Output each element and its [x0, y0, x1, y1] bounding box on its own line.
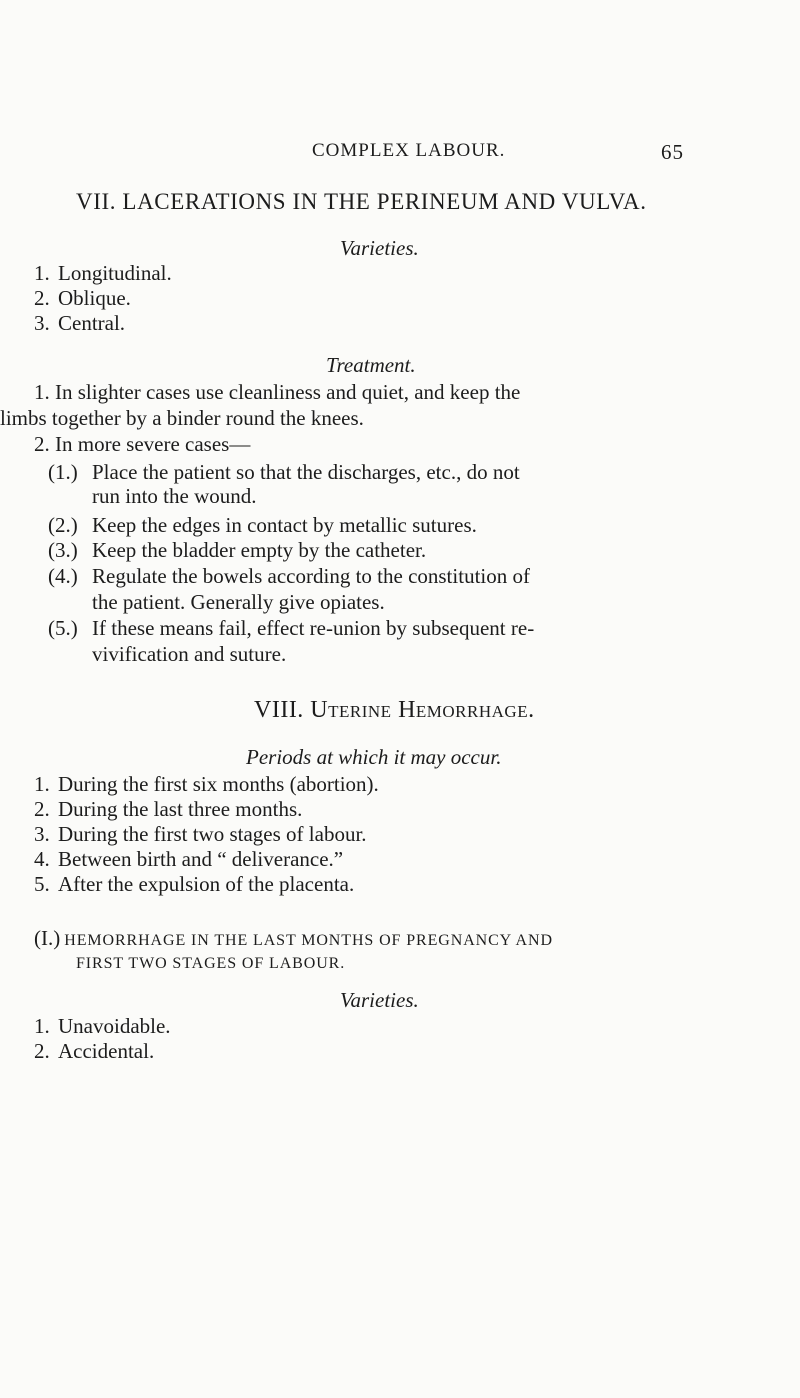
period-item: 3. During the first two stages of labour. — [34, 822, 367, 846]
treatment-item-1-cont: limbs together by a binder round the knees. — [0, 406, 364, 430]
sub-item: (4.) Regulate the bowels according to the constitution of — [48, 564, 530, 588]
sub-item: (3.) Keep the bladder empty by the catheter. — [48, 538, 427, 562]
period-item: 2. During the last three months. — [34, 797, 303, 821]
variety-item: 2. Accidental. — [34, 1039, 155, 1063]
period-item: 4. Between birth and “ deliverance.” — [34, 847, 344, 871]
sub-item: (1.) Place the patient so that the discharges, etc., do not — [48, 460, 520, 484]
variety-item: 1. Unavoidable. — [34, 1014, 171, 1038]
treatment-heading: Treatment. — [326, 353, 416, 377]
sub-item-cont: run into the wound. — [92, 484, 257, 508]
variety-item: 2. Oblique. — [34, 286, 131, 310]
sub-item-cont: the patient. Generally give opiates. — [92, 590, 385, 614]
subsection-i-heading-cont: FIRST TWO STAGES OF LABOUR. — [76, 955, 346, 972]
page-number: 65 — [661, 140, 684, 164]
section-viii-title: VIII. Uterine Hemorrhage. — [254, 697, 535, 723]
sub-item: (2.) Keep the edges in contact by metallic sutures. — [48, 513, 477, 537]
sub-item-cont: vivification and suture. — [92, 642, 287, 666]
subsection-i-heading: (I.) HEMORRHAGE IN THE LAST MONTHS OF PREGNANCY AND — [34, 926, 553, 950]
treatment-item-1: 1. In slighter cases use cleanliness and quiet, and keep the — [34, 380, 521, 404]
treatment-item-2: 2. In more severe cases— — [34, 432, 251, 456]
varieties-heading: Varieties. — [340, 236, 419, 260]
periods-heading: Periods at which it may occur. — [246, 745, 502, 769]
variety-item: 1. Longitudinal. — [34, 261, 172, 285]
section-vii-title: VII. LACERATIONS IN THE PERINEUM AND VULVA. — [76, 189, 647, 214]
variety-item: 3. Central. — [34, 311, 126, 335]
period-item: 1. During the first six months (abortion). — [34, 772, 379, 796]
period-item: 5. After the expulsion of the placenta. — [34, 872, 355, 896]
sub-item: (5.) If these means fail, effect re-union by subsequent re- — [48, 616, 535, 640]
running-header-title: COMPLEX LABOUR. — [312, 140, 506, 161]
varieties-heading-2: Varieties. — [340, 988, 419, 1012]
